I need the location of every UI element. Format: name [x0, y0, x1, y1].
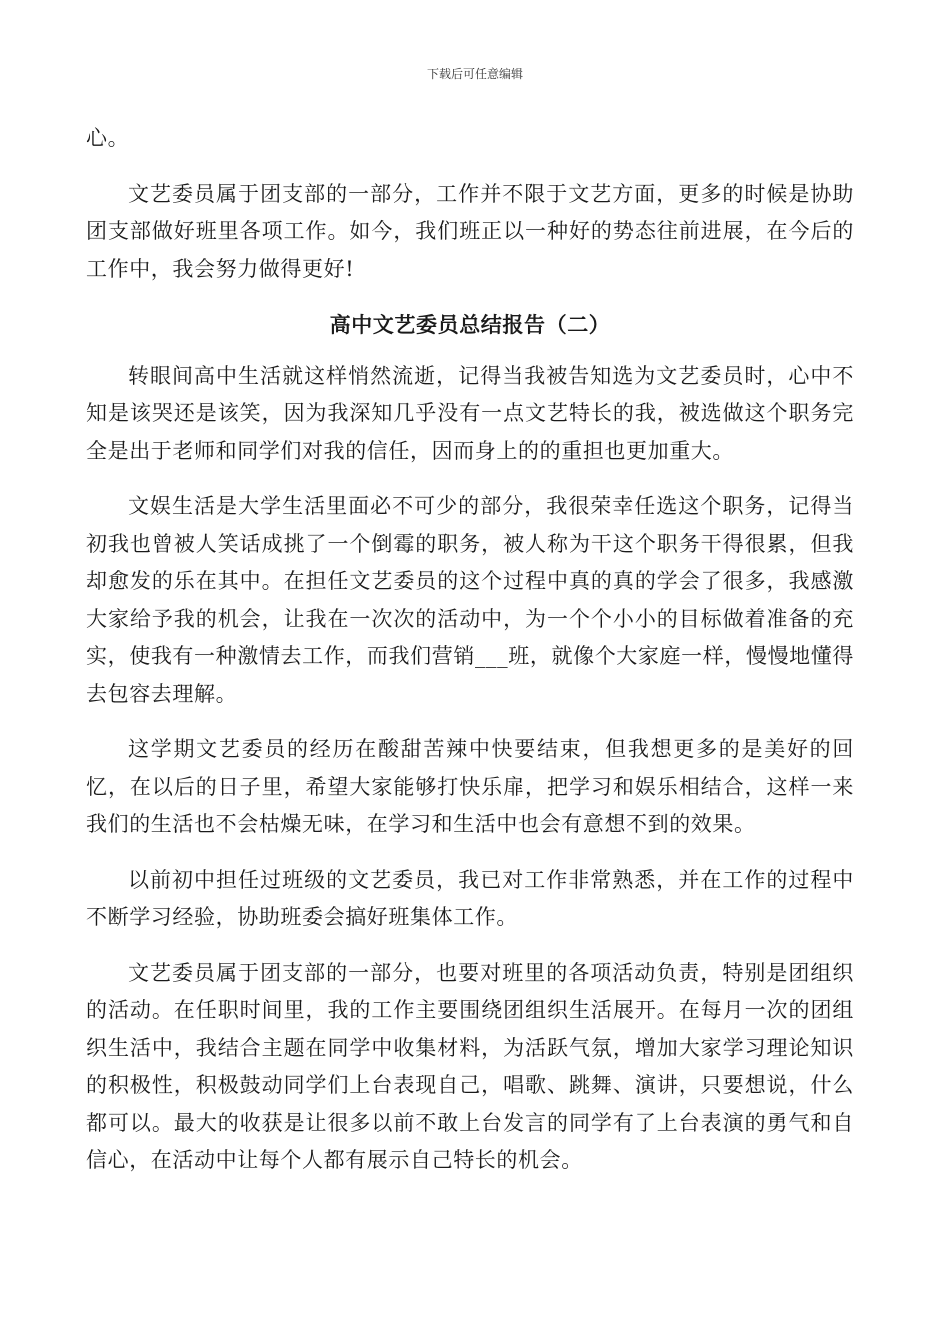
paragraph-2: 文娱生活是大学生活里面必不可少的部分，我很荣幸任选这个职务，记得当初我也曾被人笑话成挑了一个倒霉的职务，被人称为干这个职务干得很累，但我却愈发的乐在其中。在担任文艺委员的这个过程中真的真的学会了很多，我感激大家给予我的机会，让我在一次次的活动中，为一个个小小的目标做着准备的充实，使我有一种激情去工作，而我们营销___班，就像个大家庭一样，慢慢地懂得去包容去理解。 [86, 494, 854, 706]
paragraph-3: 这学期文艺委员的经历在酸甜苦辣中快要结束，但我想更多的是美好的回忆，在以后的日子里，希望大家能够打快乐扉，把学习和娱乐相结合，这样一来我们的生活也不会枯燥无味，在学习和生活中也会有意想不到的效果。 [86, 737, 854, 836]
paragraph-5: 文艺委员属于团支部的一部分，也要对班里的各项活动负责，特别是团组织的活动。在任职时间里，我的工作主要围绕团组织生活展开。在每月一次的团组织生活中，我结合主题在同学中收集材料，为活跃气氛，增加大家学习理论知识的积极性，积极鼓动同学们上台表现自己，唱歌、跳舞、演讲，只要想说，什么都可以。最大的收获是让很多以前不敢上台发言的同学有了上台表演的勇气和自信心，在活动中让每个人都有展示自己特长的机会。 [86, 960, 854, 1172]
document-body [86, 120, 854, 1198]
page-header: 下载后可任意编辑 [426, 67, 523, 81]
section-title: 高中文艺委员总结报告（二） [329, 312, 611, 337]
paragraph-intro: 文艺委员属于团支部的一部分，工作并不限于文艺方面，更多的时候是协助团支部做好班里各项工作。如今，我们班正以一种好的势态往前进展，在今后的工作中，我会努力做得更好! [86, 181, 854, 281]
paragraph-4: 以前初中担任过班级的文艺委员，我已对工作非常熟悉，并在工作的过程中不断学习经验，协助班委会搞好班集体工作。 [86, 867, 854, 929]
continuation-text: 心。 [86, 126, 130, 150]
paragraph-1: 转眼间高中生活就这样悄然流逝，记得当我被告知选为文艺委员时，心中不知是该哭还是该笑，因为我深知几乎没有一点文艺特长的我，被选做这个职务完全是出于老师和同学们对我的信任，因而身上的的重担也更加重大。 [86, 363, 854, 463]
